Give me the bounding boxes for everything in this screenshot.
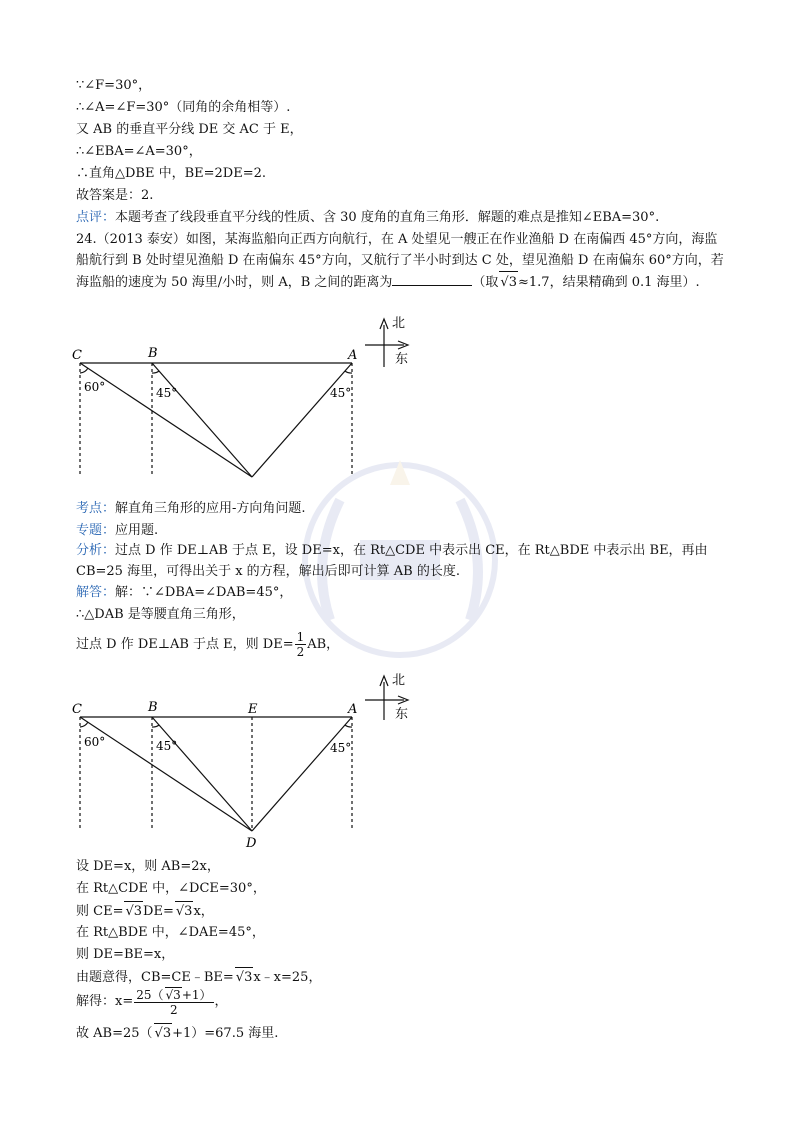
figure-2 [60, 670, 430, 860]
label-C: C [72, 348, 82, 363]
jieda-text: 解：∵∠DBA=∠DAB=45°， [115, 585, 293, 600]
fraction-half: $\frac{1}{2}$ [296, 630, 305, 659]
comment-text: 本题考查了线段垂直平分线的性质、含 30 度角的直角三角形．解题的难点是推知∠EBA=30°. [115, 210, 660, 225]
fraction-solution: $\frac{25( √3+1)}{2}$ [136, 987, 212, 1017]
angle-60-label: 60° [84, 380, 106, 394]
text-line-sqrt: 故 AB=25（ √3+1）=67.5 海里. [76, 1023, 278, 1044]
problem-text: 24.（2013 泰安）如图，某海监船向正西方向航行，在 A 处望见一艘正在作业渔船 D 在南偏西 45°方向，海监船航行到 B 处时望见渔船 D 在南偏东 45°方向，又航行了半小时到达 C 处，望见渔船 D 在南偏东 60°方向，若海监船的速度为 50 海里/小时，则 A，B 之间的距离为 [76, 232, 724, 290]
label-B: B [148, 346, 158, 361]
sqrt-symbol: √3 [235, 967, 254, 988]
angle-45-a-label: 45° [330, 386, 352, 400]
angle-45-b-label: 45° [156, 386, 178, 400]
label-A: A [348, 702, 358, 717]
sqrt-symbol: √3 [499, 271, 518, 293]
problem-text-2: （取 [472, 275, 499, 290]
text-line-fraction: 解得：x= $\frac{25( √3+1)}{2}$ ， [76, 987, 228, 1017]
text-line-sqrt: 由题意得，CB=CE﹣BE= √3x﹣x=25， [76, 967, 321, 988]
text-line-fraction: 过点 D 作 DE⊥AB 于点 E，则 DE= $\frac{1}{2}$ AB， [76, 630, 340, 659]
jieda-label: 解答： [76, 585, 116, 600]
north-label: 北 [392, 316, 406, 331]
text-line: ∴直角△DBE 中，BE=2DE=2. [76, 166, 267, 181]
sqrt-symbol: √3 [175, 901, 194, 922]
comment-label: 点评： [76, 210, 116, 225]
text-line: 在 Rt△BDE 中，∠DAE=45°， [76, 925, 265, 940]
sqrt-symbol: √3 [124, 901, 143, 922]
text-line: 则 DE=BE=x， [76, 947, 175, 962]
north-label: 北 [392, 673, 406, 688]
text-line: ∴∠EBA=∠A=30°， [76, 144, 202, 159]
fenxi-block [76, 540, 726, 582]
jieda-line [76, 583, 292, 603]
text-line: ∴∠A=∠F=30°（同角的余角相等）. [76, 100, 291, 115]
sqrt-symbol: √3 [154, 1023, 173, 1044]
angle-60-label: 60° [84, 735, 106, 749]
zhuanti-text: 应用题. [115, 523, 159, 538]
figure-1 [60, 305, 430, 495]
text-line: 又 AB 的垂直平分线 DE 交 AC 于 E， [76, 122, 303, 137]
fenxi-text: 过点 D 作 DE⊥AB 于点 E，设 DE=x，在 Rt△CDE 中表示出 CE，在 Rt△BDE 中表示出 BE，再由 CB=25 海里，可得出关于 x 的方程，解出后即可计算 AB 的长度. [76, 543, 708, 579]
answer-blank [392, 273, 472, 286]
problem-statement [76, 229, 726, 293]
east-label: 东 [395, 352, 409, 367]
text-line: 设 DE=x，则 AB=2x， [76, 859, 220, 874]
angle-45-b-label: 45° [156, 739, 178, 753]
label-C: C [72, 702, 82, 717]
text-line: 故答案是：2. [76, 188, 154, 203]
angle-45-a-label: 45° [330, 741, 352, 755]
text-line: ∴△DAB 是等腰直角三角形， [76, 607, 245, 622]
text-line: 在 Rt△CDE 中，∠DCE=30°， [76, 881, 266, 896]
fenxi-label: 分析： [76, 543, 116, 558]
label-B: B [148, 700, 158, 715]
sqrt-symbol: √3 [165, 987, 181, 1002]
label-D: D [246, 836, 257, 851]
kaodian-text: 解直角三角形的应用-方向角问题. [115, 501, 306, 516]
zhuanti-line [76, 521, 158, 541]
comment-line [76, 208, 659, 228]
label-E: E [248, 702, 258, 717]
east-label: 东 [395, 707, 409, 722]
kaodian-label: 考点： [76, 501, 116, 516]
problem-text-3: ≈1.7，结果精确到 0.1 海里）. [518, 275, 700, 290]
kaodian-line [76, 499, 306, 519]
label-A: A [348, 348, 358, 363]
text-line-sqrt: 则 CE= √3DE= √3x， [76, 901, 214, 922]
zhuanti-label: 专题： [76, 523, 116, 538]
text-line: ∵∠F=30°， [76, 78, 152, 93]
